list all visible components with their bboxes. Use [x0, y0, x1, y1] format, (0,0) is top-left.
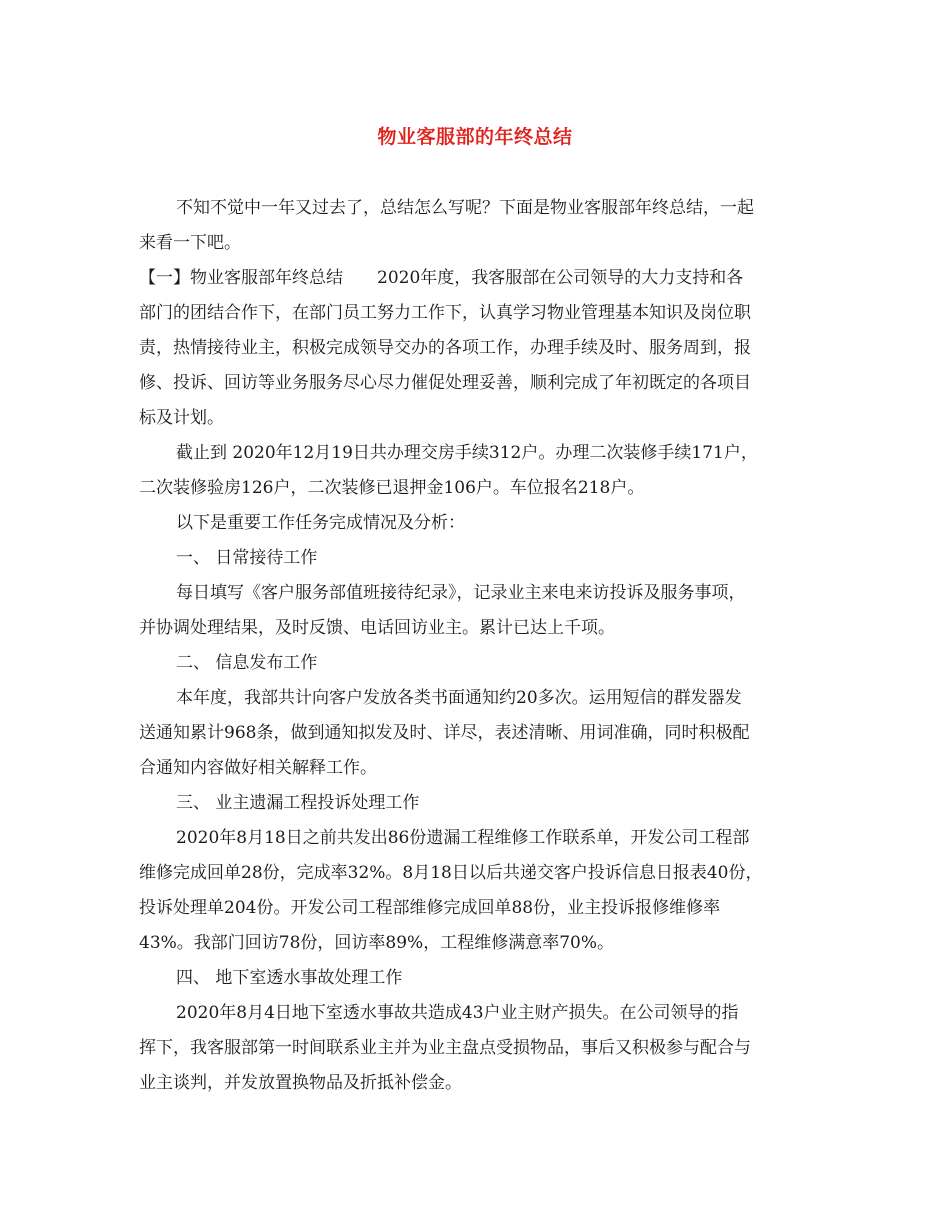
paragraph-line: 标及计划。: [139, 408, 224, 428]
paragraph-line: 43%。我部门回访78份，回访率89%，工程维修满意率70%。: [139, 933, 614, 953]
paragraph-line: 2020年8月18日之前共发出86份遗漏工程维修工作联系单，开发公司工程部: [176, 828, 750, 848]
paragraph-line: 不知不觉中一年又过去了，总结怎么写呢？下面是物业客服部年终总结，一起: [176, 198, 754, 218]
paragraph-line: 以下是重要工作任务完成情况及分析：: [176, 513, 465, 533]
paragraph-line: 修、投诉、回访等业务服务尽心尽力催促处理妥善，顺利完成了年初既定的各项目: [139, 373, 751, 393]
paragraph-line: 责，热情接待业主，积极完成领导交办的各项工作，办理手续及时、服务周到，报: [139, 338, 751, 358]
section-heading: 二、 信息发布工作: [176, 653, 318, 673]
section-heading: 四、 地下室透水事故处理工作: [176, 968, 403, 988]
section-heading: 三、 业主遗漏工程投诉处理工作: [176, 793, 420, 813]
document-title: 物业客服部的年终总结: [377, 126, 573, 148]
paragraph-line: 送通知累计968条，做到通知拟发及时、详尽，表述清晰、用词准确，同时积极配: [139, 723, 750, 743]
paragraph-line: 并协调处理结果，及时反馈、电话回访业主。累计已达上千项。: [139, 618, 615, 638]
paragraph-line: 业主谈判，并发放置换物品及折抵补偿金。: [139, 1073, 462, 1093]
paragraph-line: 【一】物业客服部年终总结 2020年度，我客服部在公司领导的大力支持和各: [139, 268, 744, 288]
paragraph-line: 维修完成回单28份，完成率32%。8月18日以后共递交客户投诉信息日报表40份，: [139, 863, 763, 883]
section-heading: 一、 日常接待工作: [176, 548, 318, 568]
paragraph-line: 挥下，我客服部第一时间联系业主并为业主盘点受损物品，事后又积极参与配合与: [139, 1038, 751, 1058]
paragraph-line: 2020年8月4日地下室透水事故共造成43户业主财产损失。在公司领导的指: [176, 1003, 739, 1023]
paragraph-line: 每日填写《客户服务部值班接待纪录》，记录业主来电来访投诉及服务事项，: [176, 583, 746, 603]
paragraph-line: 本年度，我部共计向客户发放各类书面通知约20多次。运用短信的群发器发: [176, 688, 742, 708]
paragraph-line: 来看一下吧。: [139, 233, 241, 253]
paragraph-line: 投诉处理单204份。开发公司工程部维修完成回单88份，业主投诉报修维修率: [139, 898, 721, 918]
paragraph-line: 二次装修验房126户，二次装修已退押金106户。车位报名218户。: [139, 478, 645, 498]
paragraph-line: 截止到 2020年12月19日共办理交房手续312户。办理二次装修手续171户，: [176, 443, 758, 463]
paragraph-line: 合通知内容做好相关解释工作。: [139, 758, 377, 778]
paragraph-line: 部门的团结合作下，在部门员工努力工作下，认真学习物业管理基本知识及岗位职: [139, 303, 751, 323]
